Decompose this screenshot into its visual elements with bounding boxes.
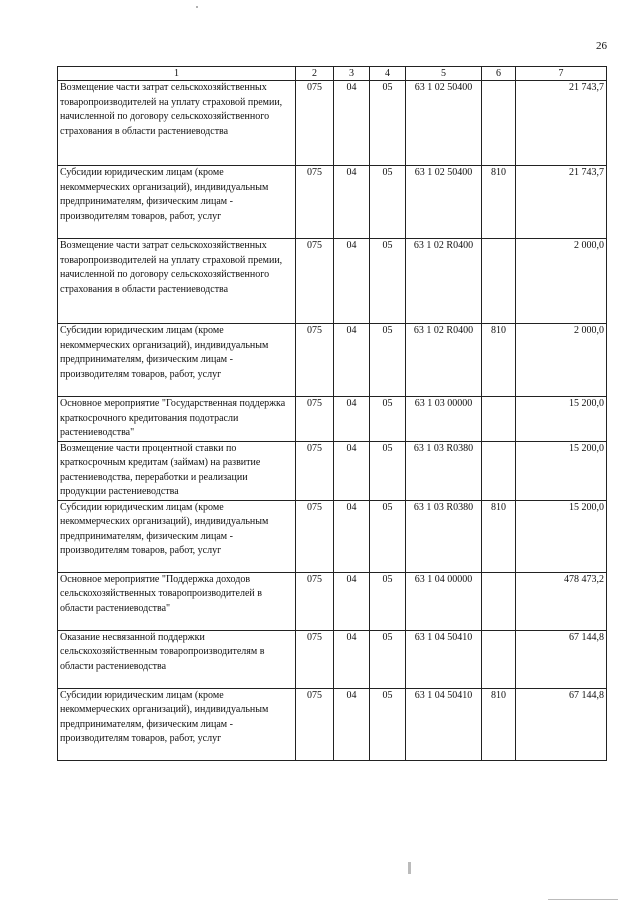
row-target-article: 63 1 04 50410 bbox=[406, 688, 482, 760]
column-header: 2 bbox=[296, 67, 334, 81]
row-section-code: 04 bbox=[334, 166, 370, 239]
row-amount: 15 200,0 bbox=[516, 441, 607, 500]
row-expense-type bbox=[482, 81, 516, 166]
row-amount: 67 144,8 bbox=[516, 630, 607, 688]
row-expense-type: 810 bbox=[482, 324, 516, 397]
row-amount: 15 200,0 bbox=[516, 397, 607, 442]
row-subsection-code: 05 bbox=[370, 441, 406, 500]
row-expense-type bbox=[482, 441, 516, 500]
row-subsection-code: 05 bbox=[370, 630, 406, 688]
table-row bbox=[58, 500, 607, 572]
row-ministry-code: 075 bbox=[296, 397, 334, 442]
row-ministry-code: 075 bbox=[296, 688, 334, 760]
row-amount: 2 000,0 bbox=[516, 239, 607, 324]
row-subsection-code: 05 bbox=[370, 572, 406, 630]
row-section-code: 04 bbox=[334, 239, 370, 324]
row-ministry-code: 075 bbox=[296, 166, 334, 239]
table-row bbox=[58, 630, 607, 688]
row-expense-type: 810 bbox=[482, 688, 516, 760]
table-row bbox=[58, 572, 607, 630]
column-header: 4 bbox=[370, 67, 406, 81]
row-target-article: 63 1 03 00000 bbox=[406, 397, 482, 442]
row-ministry-code: 075 bbox=[296, 239, 334, 324]
row-name-cell: Субсидии юридическим лицам (кроме некоммерческих организаций), индивидуальным предпринимателям, физическим лицам - производителям товаров, работ, услуг bbox=[58, 500, 296, 572]
row-name-cell: Основное мероприятие "Государственная поддержка краткосрочного кредитования подотрасли растениеводства" bbox=[58, 397, 296, 442]
row-expense-type bbox=[482, 397, 516, 442]
row-amount: 21 743,7 bbox=[516, 166, 607, 239]
row-section-code: 04 bbox=[334, 324, 370, 397]
column-header: 7 bbox=[516, 67, 607, 81]
column-header: 5 bbox=[406, 67, 482, 81]
row-expense-type bbox=[482, 239, 516, 324]
row-expense-type: 810 bbox=[482, 500, 516, 572]
table-row bbox=[58, 688, 607, 760]
row-expense-type bbox=[482, 572, 516, 630]
scan-speck bbox=[196, 6, 198, 8]
row-ministry-code: 075 bbox=[296, 81, 334, 166]
row-subsection-code: 05 bbox=[370, 239, 406, 324]
table-row bbox=[58, 397, 607, 442]
column-header: 6 bbox=[482, 67, 516, 81]
row-amount: 67 144,8 bbox=[516, 688, 607, 760]
row-subsection-code: 05 bbox=[370, 688, 406, 760]
row-section-code: 04 bbox=[334, 688, 370, 760]
scan-artifact bbox=[408, 862, 411, 874]
row-ministry-code: 075 bbox=[296, 500, 334, 572]
row-expense-type bbox=[482, 630, 516, 688]
row-subsection-code: 05 bbox=[370, 81, 406, 166]
row-ministry-code: 075 bbox=[296, 324, 334, 397]
row-name-cell: Субсидии юридическим лицам (кроме некоммерческих организаций), индивидуальным предпринимателям, физическим лицам - производителям товаров, работ, услуг bbox=[58, 688, 296, 760]
table-row bbox=[58, 441, 607, 500]
row-name-cell: Основное мероприятие "Поддержка доходов сельскохозяйственных товаропроизводителей в области растениеводства" bbox=[58, 572, 296, 630]
row-ministry-code: 075 bbox=[296, 572, 334, 630]
row-subsection-code: 05 bbox=[370, 166, 406, 239]
row-subsection-code: 05 bbox=[370, 500, 406, 572]
page-number: 26 bbox=[596, 40, 607, 52]
row-amount: 478 473,2 bbox=[516, 572, 607, 630]
row-subsection-code: 05 bbox=[370, 397, 406, 442]
row-amount: 2 000,0 bbox=[516, 324, 607, 397]
table-row bbox=[58, 81, 607, 166]
row-target-article: 63 1 04 50410 bbox=[406, 630, 482, 688]
row-section-code: 04 bbox=[334, 500, 370, 572]
row-name-cell: Возмещение части затрат сельскохозяйственных товаропроизводителей на уплату страховой премии, начисленной по договору сельскохозяйственного страхования в области растениеводства bbox=[58, 81, 296, 166]
row-name-cell: Возмещение части затрат сельскохозяйственных товаропроизводителей на уплату страховой премии, начисленной по договору сельскохозяйственного страхования в области растениеводства bbox=[58, 239, 296, 324]
row-target-article: 63 1 02 R0400 bbox=[406, 239, 482, 324]
table-row bbox=[58, 324, 607, 397]
budget-table bbox=[57, 66, 607, 761]
table-row bbox=[58, 166, 607, 239]
row-ministry-code: 075 bbox=[296, 441, 334, 500]
row-target-article: 63 1 02 50400 bbox=[406, 81, 482, 166]
row-target-article: 63 1 02 50400 bbox=[406, 166, 482, 239]
row-name-cell: Возмещение части процентной ставки по краткосрочным кредитам (займам) на развитие растениеводства, переработки и реализации продукции растениеводства bbox=[58, 441, 296, 500]
row-target-article: 63 1 04 00000 bbox=[406, 572, 482, 630]
column-header: 1 bbox=[58, 67, 296, 81]
row-subsection-code: 05 bbox=[370, 324, 406, 397]
row-name-cell: Оказание несвязанной поддержки сельскохозяйственным товаропроизводителям в области растениеводства bbox=[58, 630, 296, 688]
row-target-article: 63 1 02 R0400 bbox=[406, 324, 482, 397]
row-name-cell: Субсидии юридическим лицам (кроме некоммерческих организаций), индивидуальным предпринимателям, физическим лицам - производителям товаров, работ, услуг bbox=[58, 324, 296, 397]
table-header-row bbox=[58, 67, 607, 81]
row-target-article: 63 1 03 R0380 bbox=[406, 441, 482, 500]
row-section-code: 04 bbox=[334, 441, 370, 500]
table-row bbox=[58, 239, 607, 324]
row-amount: 15 200,0 bbox=[516, 500, 607, 572]
row-name-cell: Субсидии юридическим лицам (кроме некоммерческих организаций), индивидуальным предпринимателям, физическим лицам - производителям товаров, работ, услуг bbox=[58, 166, 296, 239]
row-amount: 21 743,7 bbox=[516, 81, 607, 166]
column-header: 3 bbox=[334, 67, 370, 81]
row-expense-type: 810 bbox=[482, 166, 516, 239]
scan-artifact bbox=[548, 899, 618, 900]
row-target-article: 63 1 03 R0380 bbox=[406, 500, 482, 572]
row-section-code: 04 bbox=[334, 572, 370, 630]
row-section-code: 04 bbox=[334, 81, 370, 166]
row-section-code: 04 bbox=[334, 630, 370, 688]
row-ministry-code: 075 bbox=[296, 630, 334, 688]
row-section-code: 04 bbox=[334, 397, 370, 442]
